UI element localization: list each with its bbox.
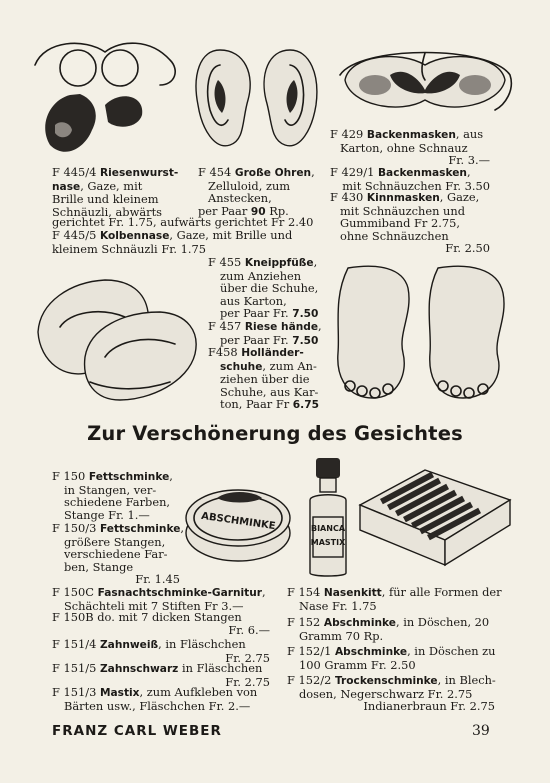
product-name: Zahnweiß [99, 639, 159, 651]
code: F 154 [287, 585, 321, 599]
price: Fr. 6.— [228, 622, 270, 637]
code: F 152/2 [287, 673, 332, 687]
product-f150: F 150 Fettschminke, in Stangen, ver- schiedene Farben, Stange Fr. 1.— [52, 469, 173, 522]
section-heading: Zur Verschönerung des Gesichtes [87, 422, 463, 445]
code: F 429/1 [330, 165, 375, 179]
product-name: Große Ohren [234, 167, 312, 179]
product-f430: F 430 Kinnmasken, Gaze, mit Schnäuzchen und Gummiband Fr 2.75, ohne Schnäuzchen Fr. 2.50 [330, 190, 490, 256]
bottle-label-1: BIANCA [310, 524, 346, 533]
makeup-stick-box-illustration [355, 465, 515, 575]
price: 7.50 [292, 308, 319, 321]
product-f150-3: F 150/3 Fettschminke, größere Stangen, verschiedene Far- ben, Stange Fr. 1.45 [52, 521, 185, 587]
product-f152: F 152 Abschminke, in Döschen, 20 Gramm 70 Rp. [287, 615, 490, 643]
product-f154: F 154 Nasenkitt, für alle Formen der Nase Fr. 1.75 [287, 585, 502, 613]
product-f455: F 455 Kneippfüße, zum Anziehen über die Schuhe, aus Karton, per Paar Fr. 7.50 [208, 255, 319, 321]
product-name: Holländer- [241, 347, 304, 359]
product-f151-3: F 151/3 Mastix, zum Aufkleben von Bärten usw., Fläschchen Fr. 2.— [52, 685, 258, 713]
product-name: Zahnschwarz [99, 663, 179, 675]
product-f150b: F 150B do. mit 7 dicken Stangen Fr. 6.— [52, 610, 270, 637]
product-name-cont: nase [52, 180, 81, 193]
product-f445-4-line: gerichtet Fr. 1.75, aufwärts gerichtet Fr 2.40 [52, 215, 314, 229]
product-name: Kolbennase [99, 230, 170, 242]
price: 6.75 [292, 399, 319, 412]
code: F 429 [330, 127, 364, 141]
makeup-tin-illustration [182, 478, 294, 568]
code: F 150C [52, 585, 94, 599]
product-name: Fettschminke [99, 523, 181, 535]
kneipp-feet-illustration [328, 258, 518, 408]
code: F 151/3 [52, 685, 97, 699]
product-name: Trockenschminke [334, 675, 438, 687]
bottle-label-2: MASTIX [310, 538, 346, 547]
product-name: Kinnmasken [366, 192, 440, 204]
price: Fr. 2.75 [225, 650, 270, 665]
product-f457: F 457 Riese hände, per Paar Fr. 7.50 [208, 319, 322, 347]
product-f151-5: F 151/5 Zahnschwarz in Fläschchen Fr. 2.75 [52, 661, 270, 689]
product-name: Fasnachtschminke-Garnitur [97, 587, 263, 599]
price: Fr. 3.— [448, 153, 490, 168]
code: F 445/4 [52, 165, 97, 179]
code: F 445/5 [52, 228, 97, 242]
price: Fr. 2.75 [225, 674, 270, 689]
product-name: Fettschminke [88, 471, 170, 483]
product-name: Riesenwurst- [99, 167, 179, 179]
big-ears-illustration [190, 45, 325, 155]
product-name: Nasenkitt [323, 587, 382, 599]
code: F 454 [198, 165, 232, 179]
product-f429-1: F 429/1 Backenmasken, mit Schnäuzchen Fr. 3.50 [330, 165, 490, 193]
code: F 152/1 [287, 644, 332, 658]
code: F 455 [208, 255, 242, 269]
code: F458 [208, 345, 238, 359]
product-name: Mastix [99, 687, 140, 699]
product-name: Abschminke [323, 617, 396, 629]
code: F 151/5 [52, 661, 97, 675]
code: F 152 [287, 615, 321, 629]
price: 7.50 [292, 334, 319, 347]
code: F 151/4 [52, 637, 97, 651]
cheek-masks-illustration [330, 35, 520, 130]
product-f429: F 429 Backenmasken, aus Karton, ohne Schnauz Fr. 3.— [330, 127, 490, 168]
code: F 457 [208, 319, 242, 333]
code: F 150/3 [52, 521, 97, 535]
brand-footer: FRANZ CARL WEBER [52, 723, 222, 739]
price: Fr. 2.50 [445, 241, 490, 256]
product-f445-4: F 445/4 Riesenwurst- nase, Gaze, mit Brille und kleinem Schnäuzli, abwärts [52, 165, 179, 219]
product-name: Backenmasken [377, 167, 467, 179]
product-f152-1: F 152/1 Abschminke, in Döschen zu 100 Gramm Fr. 2.50 [287, 644, 496, 672]
code: F 430 [330, 190, 364, 204]
product-f445-5: F 445/5 Kolbennase, Gaze, mit Brille und kleinem Schnäuzli Fr. 1.75 [52, 228, 293, 256]
price: Fr. 1.45 [135, 572, 180, 587]
mastix-bottle-illustration [302, 455, 354, 580]
nose-masks-illustration [30, 30, 190, 165]
product-name: Riese hände [244, 321, 319, 333]
product-f151-4: F 151/4 Zahnweiß, in Fläschchen Fr. 2.75 [52, 637, 270, 665]
product-f152-2: F 152/2 Trockenschminke, in Blech- dosen, Negerschwarz Fr. 2.75 Indianerbraun Fr. 2.75 [287, 673, 496, 714]
tin-label: ABSCHMINKE [200, 510, 277, 533]
price: 90 [250, 205, 266, 218]
product-f150c: F 150C Fasnachtschminke-Garnitur, Schächteli mit 7 Stiften Fr 3.— [52, 585, 266, 613]
product-f454: F 454 Große Ohren, Zelluloid, zum Anstecken, per Paar 90 Rp. [198, 165, 315, 218]
code: F 150 [52, 469, 86, 483]
product-name: Kneippfüße [244, 257, 314, 269]
product-name: Abschminke [334, 646, 408, 658]
product-f458: F458 Holländer- schuhe, zum An- ziehen über die Schuhe, aus Kar- ton, Paar Fr 6.75 [208, 345, 319, 412]
wooden-shoes-illustration [30, 262, 205, 407]
code: F 150B [52, 610, 94, 624]
page-number: 39 [472, 723, 490, 739]
product-name: Backenmasken [366, 129, 456, 141]
